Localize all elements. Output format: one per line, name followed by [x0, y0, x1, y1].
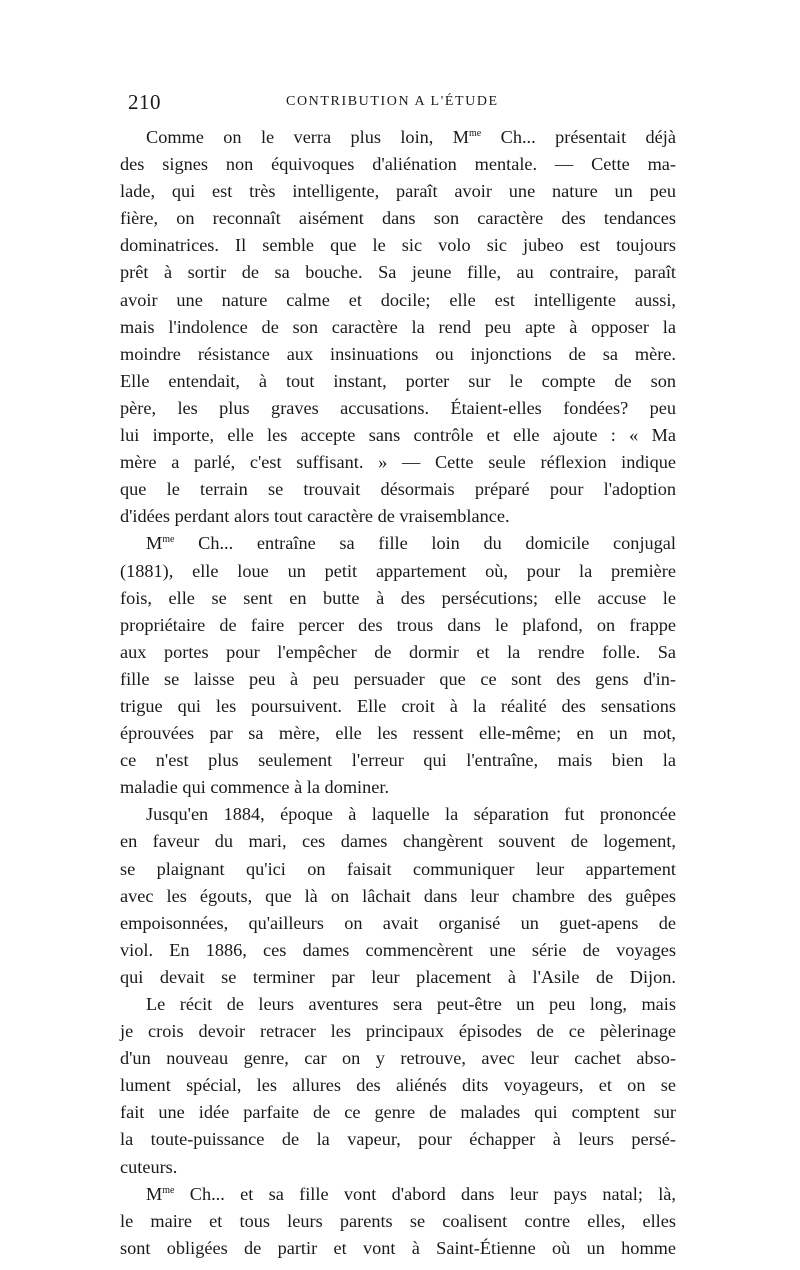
text-line: $M^{me}$ Ch... et sa fille vont d'abord dans leur pays natal; là,: [146, 1183, 676, 1204]
text-line: Elle entendait, à tout instant, porter sur le compte de son: [120, 370, 676, 391]
page-number: 210: [128, 90, 161, 114]
text-line: sont obligées de partir et vont à Saint-Étienne où un homme: [120, 1237, 676, 1258]
text-line: (1881), elle loue un petit appartement où, pour la première: [120, 560, 676, 581]
text-line: le maire et tous leurs parents se coalisent contre elles, elles: [120, 1210, 676, 1231]
text-line: père, les plus graves accusations. Étaient-elles fondées? peu: [120, 397, 676, 418]
text-line: en faveur du mari, ces dames changèrent souvent de logement,: [120, 831, 676, 852]
text-line: fois, elle se sent en butte à des persécutions; elle accuse le: [120, 587, 676, 608]
text-line: dominatrices. Il semble que le sic volo sic jubeo est toujours: [120, 235, 676, 256]
text-line: lade, qui est très intelligente, paraît avoir une nature un peu: [120, 181, 676, 202]
paragraph: [120, 991, 676, 1181]
text-line: prêt à sortir de sa bouche. Sa jeune fille, au contraire, paraît: [120, 262, 676, 283]
body-text: [120, 124, 676, 1262]
text-line: mais l'indolence de son caractère la rend peu apte à opposer la: [120, 316, 676, 337]
text-line: Jusqu'en 1884, époque à laquelle la séparation fut prononcée: [146, 804, 676, 825]
text-line: qui devait se terminer par leur placement à l'Asile de Dijon.: [120, 966, 676, 987]
running-title: CONTRIBUTION A L'ÉTUDE: [286, 94, 499, 109]
text-line: lument spécial, les allures des aliénés dits voyageurs, et on se: [120, 1075, 676, 1096]
text-line: avoir une nature calme et docile; elle est intelligente aussi,: [120, 289, 676, 310]
text-line: moindre résistance aux insinuations ou injonctions de sa mère.: [120, 343, 676, 364]
text-line: $M^{me}$ Ch... entraîne sa fille loin du domicile conjugal: [146, 533, 676, 554]
paragraph: [120, 124, 676, 530]
text-line: fière, on reconnaît aisément dans son caractère des tendances: [120, 208, 676, 229]
text-line: propriétaire de faire percer des trous dans le plafond, on frappe: [120, 614, 676, 635]
text-line: aux portes pour l'empêcher de dormir et la rendre folle. Sa: [120, 641, 676, 662]
text-line: d'idées perdant alors tout caractère de vraisemblance.: [120, 506, 510, 527]
text-line: ce n'est plus seulement l'erreur qui l'entraîne, mais bien la: [120, 750, 676, 771]
text-line: cuteurs.: [120, 1156, 178, 1177]
text-line: maladie qui commence à la dominer.: [120, 777, 390, 798]
text-line: Comme on le verra plus loin, $M^{me}$ Ch... présentait déjà: [146, 127, 676, 147]
text-line: la toute-puissance de la vapeur, pour échapper à leurs persé-: [120, 1129, 676, 1150]
paragraph: [120, 530, 676, 801]
text-line: fille se laisse peu à peu persuader que ce sont des gens d'in-: [120, 668, 676, 689]
text-line: que le terrain se trouvait désormais préparé pour l'adoption: [120, 479, 676, 500]
text-line: empoisonnées, qu'ailleurs on avait organisé un guet-apens de: [120, 912, 676, 933]
text-line: trigue qui les poursuivent. Elle croit à la réalité des sensations: [120, 695, 676, 716]
text-line: avec les égouts, que là on lâchait dans leur chambre des guêpes: [120, 885, 676, 906]
text-line: d'un nouveau genre, car on y retrouve, avec leur cachet abso-: [120, 1048, 676, 1069]
text-line: Le récit de leurs aventures sera peut-être un peu long, mais: [146, 994, 676, 1014]
text-line: éprouvées par sa mère, elle les ressent elle-même; en un mot,: [120, 723, 676, 744]
paragraph: [120, 801, 676, 991]
text-line: se plaignant qu'ici on faisait communiquer leur appartement: [120, 858, 676, 879]
text-line: je crois devoir retracer les principaux épisodes de ce pèlerinage: [120, 1021, 676, 1042]
text-line: viol. En 1886, ces dames commencèrent une série de voyages: [120, 939, 676, 960]
text-line: mère a parlé, c'est suffisant. » — Cette seule réflexion indique: [120, 452, 676, 473]
running-head: [128, 90, 676, 114]
text-line: fait une idée parfaite de ce genre de malades qui comptent sur: [120, 1102, 676, 1123]
text-line: lui importe, elle les accepte sans contrôle et elle ajoute : « Ma: [120, 425, 676, 446]
paragraph: [120, 1181, 676, 1262]
text-line: des signes non équivoques d'aliénation mentale. — Cette ma-: [120, 154, 676, 175]
